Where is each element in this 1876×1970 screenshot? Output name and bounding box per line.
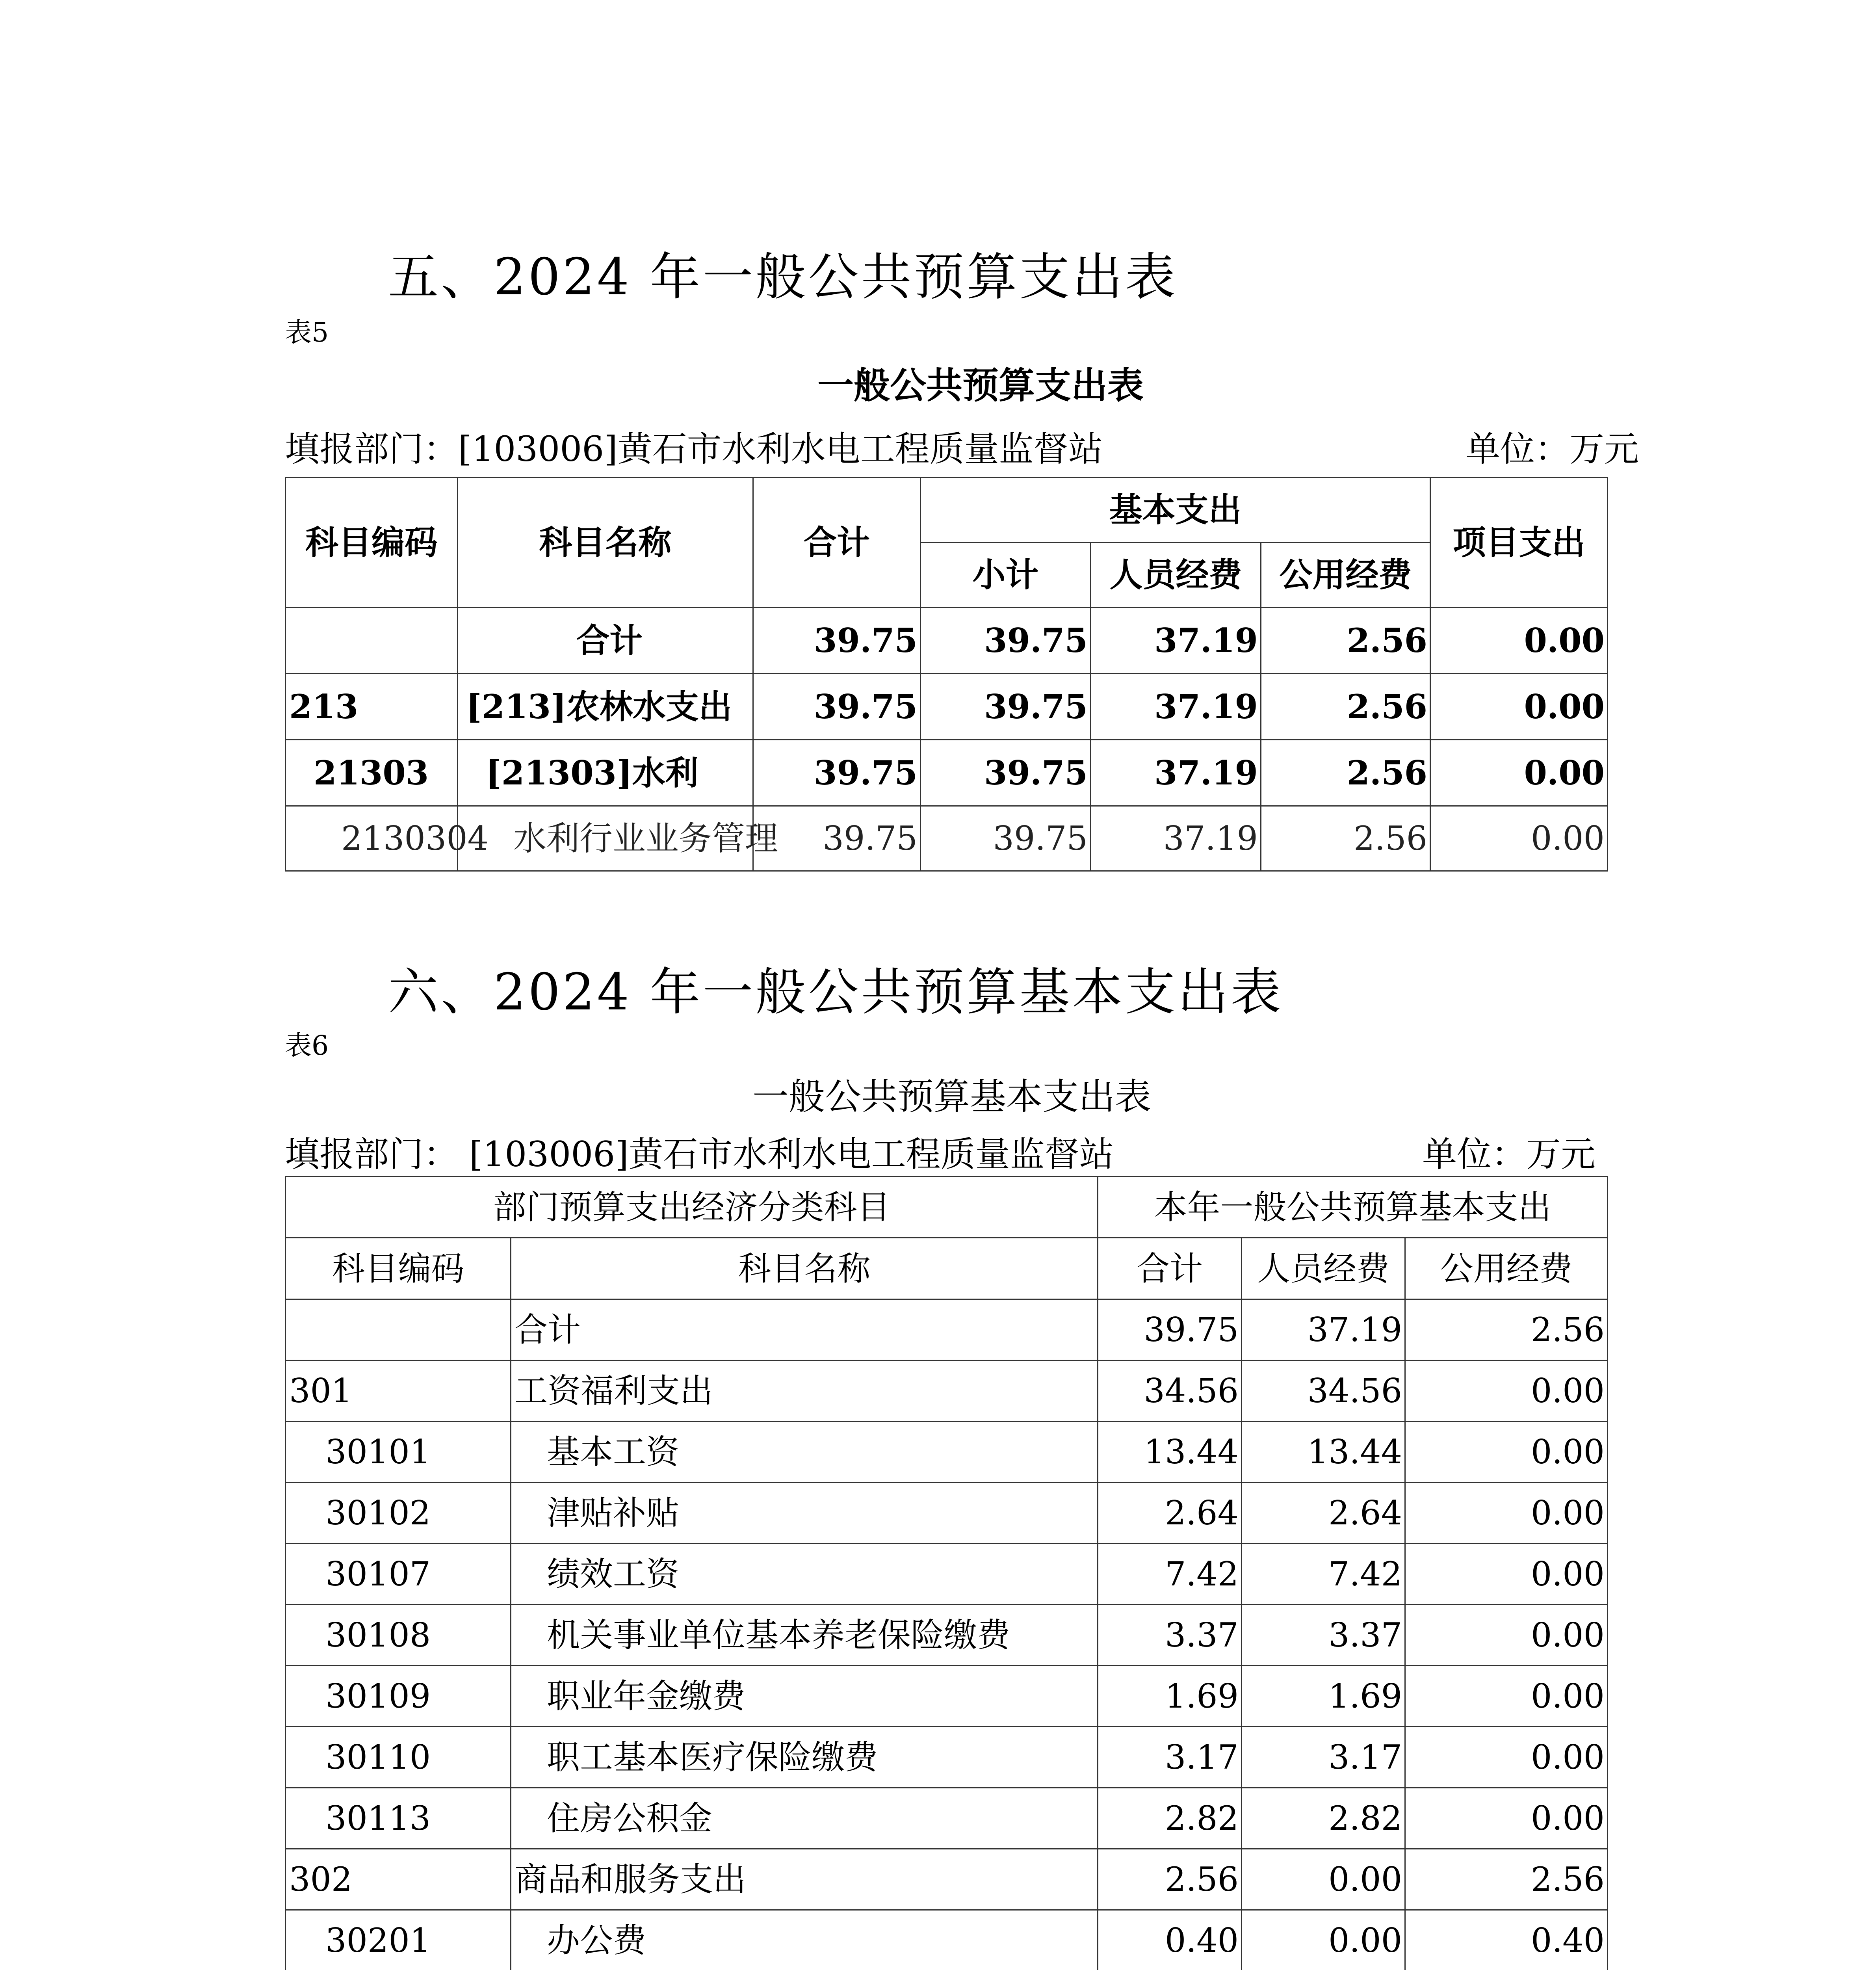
row-public: 2.56 [1261,740,1430,806]
table-row [286,1360,1608,1422]
row-name: 工资福利支出 [511,1360,1098,1422]
header-subtotal: 小计 [921,543,1091,608]
row-project: 0.00 [1430,806,1608,871]
row-personnel: 37.19 [1242,1299,1405,1360]
section6-department: 填报部门： [103006]黄石市水利水电工程质量监督站 [285,1134,1114,1175]
table-row [286,740,1608,806]
row-name: [213]农林水支出 [458,674,753,740]
row-public: 2.56 [1261,608,1430,674]
row-public: 2.56 [1405,1299,1608,1360]
row-total: 1.69 [1098,1666,1242,1727]
header-personnel: 人员经费 [1242,1238,1405,1299]
table-row [286,806,1608,871]
basic-expenditure-rows [286,1299,1608,1970]
row-personnel: 37.19 [1091,608,1261,674]
row-name: 住房公积金 [511,1788,1098,1849]
row-public: 0.00 [1405,1727,1608,1788]
row-public: 0.00 [1405,1360,1608,1422]
row-public: 0.00 [1405,1422,1608,1483]
header-name: 科目名称 [458,478,753,608]
row-project: 0.00 [1430,740,1608,806]
row-code: 30101 [286,1422,511,1483]
general-budget-basic-expenditure-table [285,1176,1608,1970]
row-code [286,608,458,674]
row-personnel: 3.17 [1242,1727,1405,1788]
header-economic-classification: 部门预算支出经济分类科目 [286,1177,1098,1238]
row-code: 30108 [286,1605,511,1666]
row-project: 0.00 [1430,674,1608,740]
table-row [286,1299,1608,1360]
row-public: 0.00 [1405,1544,1608,1605]
header-public: 公用经费 [1261,543,1430,608]
header-total: 合计 [753,478,921,608]
row-name: 办公费 [511,1910,1098,1970]
row-subtotal: 39.75 [921,740,1091,806]
row-public: 2.56 [1261,806,1430,871]
row-personnel: 34.56 [1242,1360,1405,1422]
table-row [286,1910,1608,1970]
row-project: 0.00 [1430,608,1608,674]
row-personnel: 37.19 [1091,806,1261,871]
row-code: 302 [286,1849,511,1910]
header-project: 项目支出 [1430,478,1608,608]
row-code: 30109 [286,1666,511,1727]
section6-heading: 六、2024 年一般公共预算基本支出表 [388,963,1283,1022]
row-public: 0.40 [1405,1910,1608,1970]
header-code: 科目编码 [286,478,458,608]
header-total: 合计 [1098,1238,1242,1299]
row-personnel: 13.44 [1242,1422,1405,1483]
row-code: 30110 [286,1727,511,1788]
row-personnel: 37.19 [1091,674,1261,740]
header-public: 公用经费 [1405,1238,1608,1299]
row-name: 基本工资 [511,1422,1098,1483]
row-name: 职工基本医疗保险缴费 [511,1727,1098,1788]
row-public: 0.00 [1405,1666,1608,1727]
row-total: 39.75 [753,740,921,806]
row-name: 津贴补贴 [511,1483,1098,1544]
row-personnel: 0.00 [1242,1849,1405,1910]
row-total: 3.17 [1098,1727,1242,1788]
table-row [286,1849,1608,1910]
row-personnel: 2.82 [1242,1788,1405,1849]
row-name: 合计 [511,1299,1098,1360]
row-personnel: 3.37 [1242,1605,1405,1666]
section5-heading: 五、2024 年一般公共预算支出表 [388,248,1178,307]
section5-department: 填报部门：[103006]黄石市水利水电工程质量监督站 [285,429,1103,469]
row-code: 30201 [286,1910,511,1970]
header-name: 科目名称 [511,1238,1098,1299]
row-public: 2.56 [1261,674,1430,740]
row-personnel: 0.00 [1242,1910,1405,1970]
row-total: 34.56 [1098,1360,1242,1422]
row-total: 39.75 [753,806,921,871]
table-row [286,1605,1608,1666]
row-name: 绩效工资 [511,1544,1098,1605]
row-total: 39.75 [753,608,921,674]
row-personnel: 1.69 [1242,1666,1405,1727]
row-name: 合计 [458,608,753,674]
row-code: 2130304 [286,806,458,871]
row-total: 0.40 [1098,1910,1242,1970]
table-row [286,1483,1608,1544]
section6-unit: 单位：万元 [1422,1134,1596,1175]
row-code: 30113 [286,1788,511,1849]
table-row [286,674,1608,740]
row-total: 2.56 [1098,1849,1242,1910]
row-total: 2.64 [1098,1483,1242,1544]
header-annual-basic-expenditure: 本年一般公共预算基本支出 [1098,1177,1608,1238]
row-personnel: 2.64 [1242,1483,1405,1544]
row-total: 13.44 [1098,1422,1242,1483]
row-name: 商品和服务支出 [511,1849,1098,1910]
row-code: 30107 [286,1544,511,1605]
table-row [286,608,1608,674]
row-public: 0.00 [1405,1605,1608,1666]
section6-table-number: 表6 [285,1030,329,1061]
section6-caption: 一般公共预算基本支出表 [752,1076,1152,1118]
row-total: 3.37 [1098,1605,1242,1666]
row-name: 机关事业单位基本养老保险缴费 [511,1605,1098,1666]
row-code [286,1299,511,1360]
row-subtotal: 39.75 [921,674,1091,740]
row-name: 职业年金缴费 [511,1666,1098,1727]
table-row [286,1727,1608,1788]
table-row [286,1788,1608,1849]
header-personnel: 人员经费 [1091,543,1261,608]
row-name: [21303]水利 [458,740,753,806]
header-code: 科目编码 [286,1238,511,1299]
row-personnel: 37.19 [1091,740,1261,806]
row-code: 213 [286,674,458,740]
row-subtotal: 39.75 [921,608,1091,674]
section5-unit: 单位：万元 [1466,429,1639,469]
row-total: 2.82 [1098,1788,1242,1849]
table-row [286,1544,1608,1605]
table-row [286,1422,1608,1483]
row-personnel: 7.42 [1242,1544,1405,1605]
header-basic: 基本支出 [921,478,1430,543]
section5-caption: 一般公共预算支出表 [817,364,1144,407]
table-row [286,1666,1608,1727]
row-code: 21303 [286,740,458,806]
row-total: 7.42 [1098,1544,1242,1605]
row-public: 2.56 [1405,1849,1608,1910]
row-total: 39.75 [1098,1299,1242,1360]
row-subtotal: 39.75 [921,806,1091,871]
row-name: 水利行业业务管理 [458,806,753,871]
row-total: 39.75 [753,674,921,740]
row-code: 301 [286,1360,511,1422]
row-public: 0.00 [1405,1483,1608,1544]
section5-table-number: 表5 [285,317,329,348]
row-public: 0.00 [1405,1788,1608,1849]
general-budget-expenditure-table [285,477,1608,872]
row-code: 30102 [286,1483,511,1544]
